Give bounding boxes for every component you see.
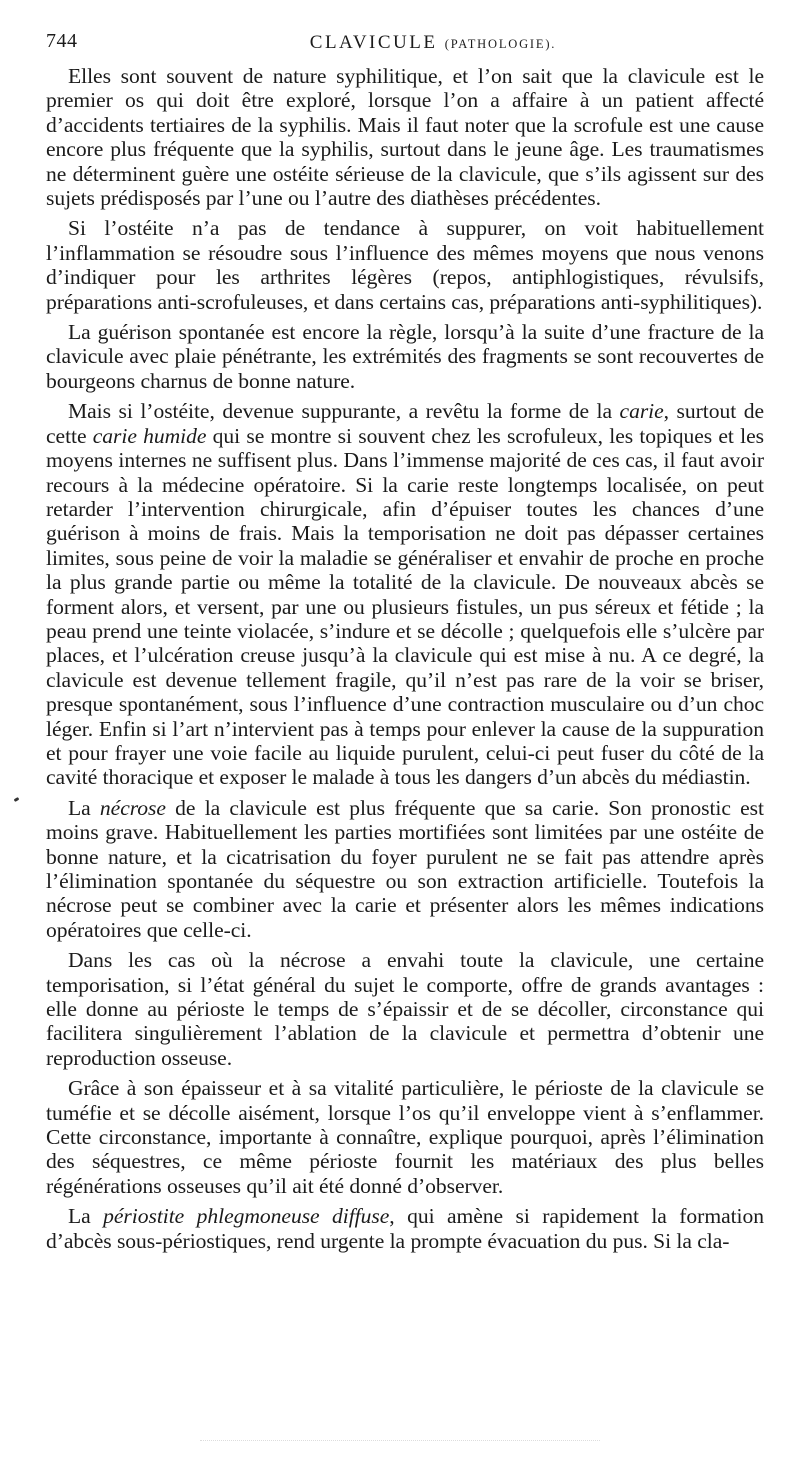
page-number: 744 xyxy=(46,30,78,52)
paragraph xyxy=(46,796,764,942)
footer-mark xyxy=(200,1440,600,1447)
running-head-subtitle: (PATHOLOGIE). xyxy=(444,37,557,51)
page-header xyxy=(46,24,760,58)
paragraph-text: La guérison spontanée est encore la règle, lorsqu’à la suite d’une fracture de la clavicule avec plaie pénétrante, les extrémités des fragments se sont recouvertes de bourgeons charnus de bonne nature. xyxy=(46,320,764,393)
paragraph-text: Mais si l’ostéite, devenue suppurante, a revêtu la forme de la xyxy=(68,399,620,424)
paragraph xyxy=(46,216,764,314)
paragraph-text: de la clavicule est plus fréquente que sa carie. Son pronostic est moins grave. Habituellement les parties mortifiées sont limitées par une ostéite de bonne nature, et la cicatrisation du foyer purulent ne se fait pas attendre après l’élimination spontanée du séquestre ou son extraction artificielle. Toutefois la nécrose peut se combiner avec la carie et présenter alors les mêmes indications opératoires que celle-ci. xyxy=(46,795,764,942)
italic-term: nécrose xyxy=(99,795,166,820)
paragraph xyxy=(46,1204,764,1253)
paragraph-text: qui se montre si souvent chez les scrofuleux, les topiques et les moyens internes ne suffisent plus. Dans l’immense majorité de ces cas, il faut avoir recours à la médecine opératoire. Si la carie reste longtemps localisée, on peut retarder l’intervention chirurgicale, afin d’épuiser toutes les chances d’une guérison à moins de frais. Mais la temporisation ne doit pas dépasser certaines limites, sous peine de voir la maladie se généraliser et envahir de proche en proche la plus grande partie ou même la totalité de la clavicule. De nouveaux abcès se forment alors, et versent, par une ou plusieurs fistules, un pus séreux et fétide ; la peau prend une teinte violacée, s’indure et se décolle ; quelquefois elle s’ulcère par places, et l’ulcération creuse jusqu’à la clavicule qui est mise à nu. A ce degré, la clavicule est devenue tellement fragile, qu’il n’est pas rare de la voir se briser, presque spontanément, sous l’influence d’une contraction musculaire ou d’un choc léger. Enfin si l’art n’intervient pas à temps pour enlever la cause de la suppuration et pour frayer une voie facile au liquide purulent, celui-ci peut fuser du côté de la cavité thoracique et exposer le malade à tous les dangers d’un abcès du médiastin. xyxy=(46,423,764,790)
paragraph-text: La xyxy=(68,1204,104,1229)
italic-term: périostite phlegmoneuse diffuse xyxy=(103,1204,390,1229)
body-text xyxy=(46,64,764,1259)
paragraph xyxy=(46,948,764,1070)
paragraph-text: Dans les cas où la nécrose a envahi toute la clavicule, une certaine temporisation, si l’état général du sujet le comporte, offre de grands avantages : elle donne au périoste le temps de s’épaissir et de se décoller, circonstance qui facilitera singulièrement l’ablation de la clavicule et permettra d’obtenir une reproduction osseuse. xyxy=(46,948,764,1070)
margin-mark xyxy=(14,797,20,802)
paragraph xyxy=(46,1076,764,1198)
paragraph-text: , qui amène si rapidement la formation d’abcès sous-périostiques, rend urgente la prompte évacuation du pus. Si la cla- xyxy=(46,1204,764,1253)
paragraph xyxy=(46,64,764,210)
paragraph-text: Elles sont souvent de nature syphilitique, et l’on sait que la clavicule est le premier os qui doit être exploré, lorsque l’on a affaire à un patient affecté d’accidents tertiaires de la syphilis. Mais il faut noter que la scrofule est une cause encore plus fréquente que la syphilis, surtout dans le jeune âge. Les traumatismes ne déterminent guère une ostéite sérieuse de la clavicule, que s’ils agissent sur des sujets prédisposés par l’une ou l’autre des diathèses précédentes. xyxy=(46,64,764,211)
paragraph xyxy=(46,399,764,790)
paragraph-text: , surtout de cette xyxy=(46,399,765,448)
running-head-title: CLAVICULE xyxy=(309,32,438,53)
paragraph xyxy=(46,320,764,393)
italic-term: carie xyxy=(619,399,664,424)
paragraph-text: La xyxy=(68,795,100,820)
running-head xyxy=(46,32,760,54)
paragraph-text: Grâce à son épaisseur et à sa vitalité particulière, le périoste de la clavicule se tuméfie et se décolle aisément, lorsque l’os qu’il enveloppe vient à s’enflammer. Cette circonstance, importante à connaître, explique pourquoi, après l’élimination des séquestres, ce même périoste fournit les matériaux des plus belles régénérations osseuses qu’il ait été donné d’observer. xyxy=(46,1076,764,1198)
paragraph-text: Si l’ostéite n’a pas de tendance à suppurer, on voit habituellement l’inflammation se résoudre sous l’influence des mêmes moyens que nous venons d’indiquer pour les arthrites légères (repos, antiphlogistiques, révulsifs, préparations anti-scrofuleuses, et dans certains cas, préparations anti-syphilitiques). xyxy=(46,216,764,314)
italic-term: carie humide xyxy=(92,423,207,448)
